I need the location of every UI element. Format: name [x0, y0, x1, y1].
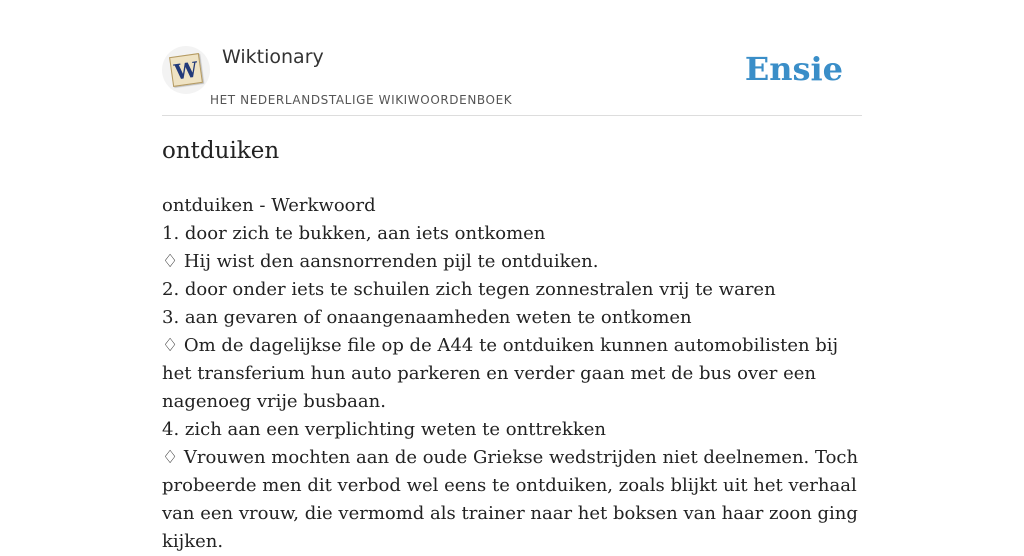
logo-tile: [169, 53, 203, 87]
site-header: [162, 0, 862, 116]
page: [162, 0, 862, 552]
definition-1: 1. door zich te bukken, aan iets ontkomen: [162, 223, 546, 244]
page-title: ontduiken: [162, 138, 280, 164]
site-name[interactable]: Wiktionary: [222, 46, 324, 68]
definition-4: 4. zich aan een verplichting weten te onttrekken: [162, 419, 606, 440]
definition-3: 3. aan gevaren of onaangenaamheden weten te ontkomen: [162, 307, 692, 328]
ensie-brand-link[interactable]: Ensie: [744, 50, 843, 88]
entry-heading: ontduiken - Werkwoord: [162, 195, 376, 216]
definition-entry: [162, 192, 862, 556]
wiktionary-logo-icon[interactable]: [162, 46, 210, 94]
definition-2: 2. door onder iets te schuilen zich tegen zonnestralen vrij te waren: [162, 279, 776, 300]
example-1: ♢ Hij wist den aansnorrenden pijl te ontduiken.: [162, 251, 599, 272]
logo-letter: W: [172, 55, 200, 85]
example-3: ♢ Om de dagelijkse file op de A44 te ontduiken kunnen automobilisten bij het transferium hun auto parkeren en verder gaan met de bus over een nagenoeg vrije busbaan.: [162, 335, 839, 412]
site-subtitle: HET NEDERLANDSTALIGE WIKIWOORDENBOEK: [210, 93, 513, 107]
example-4: ♢ Vrouwen mochten aan de oude Griekse wedstrijden niet deelnemen. Toch probeerde men dit verbod wel eens te ontduiken, zoals blijkt uit het verhaal van een vrouw, die vermomd als trainer naar het boksen van haar zoon ging kijken.: [162, 447, 859, 552]
